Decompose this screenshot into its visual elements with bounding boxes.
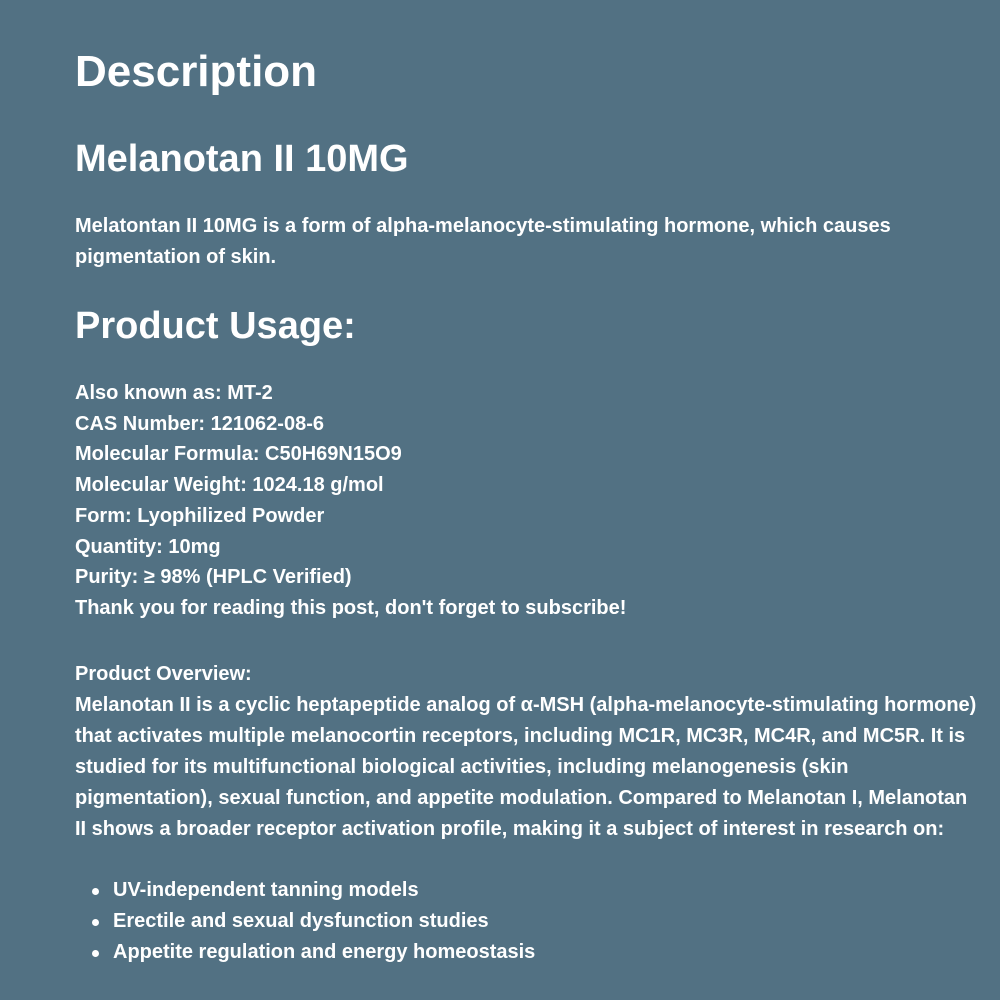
spec-molecular-formula: Molecular Formula: C50H69N15O9 <box>75 443 402 466</box>
spec-quantity: Quantity: 10mg <box>75 535 221 558</box>
product-intro: Melatontan II 10MG is a form of alpha-melanocyte-stimulating hormone, which causes pigmentation of skin. <box>75 215 891 268</box>
product-title: Melanotan II 10MG <box>75 138 409 180</box>
product-overview-text: Melanotan II is a cyclic heptapeptide analog of α-MSH (alpha-melanocyte-stimulating hormone) that activates multiple melanocortin receptors, including MC1R, MC3R, MC4R, and MC5R. It is studied for its multifunctional biological activities, including melanogenesis (skin pigmentation), sexual function, and appetite modulation. Compared to Melanotan I, Melanotan II shows a broader receptor activation profile, making it a subject of interest in research on: <box>75 694 977 840</box>
product-usage-heading: Product Usage: <box>75 305 356 347</box>
bullet-icon <box>92 888 99 895</box>
product-overview-label: Product Overview: <box>75 663 252 685</box>
research-area-item <box>75 937 975 968</box>
spec-also-known-as: Also known as: MT-2 <box>75 382 273 404</box>
bullet-icon <box>92 919 99 926</box>
description-heading: Description <box>75 47 318 96</box>
product-specifications <box>75 378 975 624</box>
spec-molecular-weight: Molecular Weight: 1024.18 g/mol <box>75 474 384 497</box>
research-area-item <box>75 906 975 937</box>
research-area-label: Appetite regulation and energy homeostasis <box>113 941 536 963</box>
research-area-label: UV-independent tanning models <box>113 879 419 901</box>
research-areas-list <box>75 875 975 968</box>
spec-purity: Purity: ≥ 98% (HPLC Verified) <box>75 566 352 589</box>
spec-cas-number: CAS Number: 121062-08-6 <box>75 412 324 435</box>
bullet-icon <box>92 950 99 957</box>
spec-form: Form: Lyophilized Powder <box>75 504 325 527</box>
subscribe-message: Thank you for reading this post, don't forget to subscribe! <box>75 596 627 619</box>
research-area-label: Erectile and sexual dysfunction studies <box>113 910 489 932</box>
research-area-item <box>75 875 975 906</box>
